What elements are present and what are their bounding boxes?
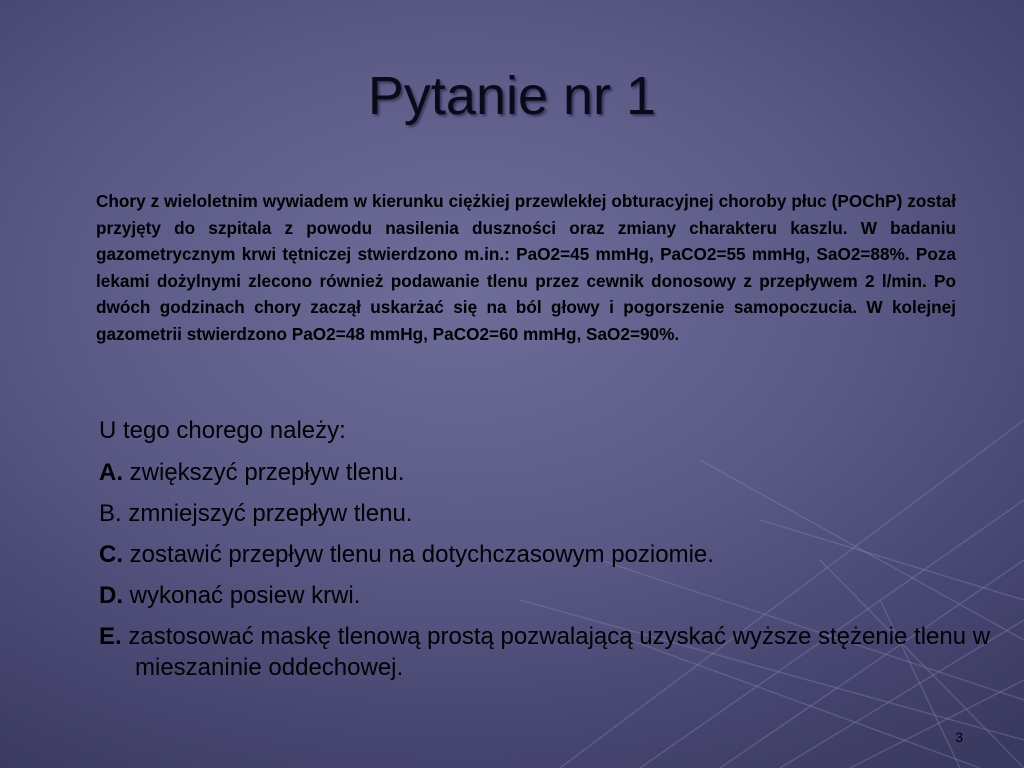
option-c <box>99 539 714 570</box>
option-c-letter: C. <box>99 541 123 568</box>
option-c-text: zostawić przepływ tlenu na dotychczasowym poziomie. <box>129 541 714 568</box>
option-b <box>99 498 412 529</box>
option-b-letter: B. <box>99 500 122 527</box>
option-a-text: zwiększyć przepływ tlenu. <box>129 459 405 486</box>
page-number: 3 <box>955 729 963 745</box>
option-a <box>99 457 404 488</box>
option-a-letter: A. <box>99 459 123 486</box>
case-description: Chory z wieloletnim wywiadem w kierunku ciężkiej przewlekłej obturacyjnej choroby płuc (POChP) został przyjęty do szpitala z powodu nasilenia duszności oraz zmiany charakteru kaszlu. W badaniu gazometrycznym krwi tętniczej stwierdzono m.in.: PaO2=45 mmHg, PaCO2=55 mmHg, SaO2=88%. Poza lekami dożylnymi zlecono również podawanie tlenu przez cewnik donosowy z przepływem 2 l/min. Po dwóch godzinach chory zaczął uskarżać się na ból głowy i pogorszenie samopoczucia. W kolejnej gazometrii stwierdzono PaO2=48 mmHg, PaCO2=60 mmHg, SaO2=90%. <box>96 191 956 344</box>
option-d-letter: D. <box>99 582 123 609</box>
question-prompt: U tego chorego należy: <box>99 417 346 444</box>
option-e-text: zastosować maskę tlenową prostą pozwalającą uzyskać wyższe stężenie tlenu w mieszaninie oddechowej. <box>128 623 991 681</box>
option-d-text: wykonać posiew krwi. <box>129 582 361 609</box>
option-e-letter: E. <box>99 623 122 650</box>
option-e <box>99 621 995 683</box>
option-d <box>99 580 360 611</box>
slide-title: Pytanie nr 1 <box>367 66 657 126</box>
option-b-text: zmniejszyć przepływ tlenu. <box>128 500 413 527</box>
